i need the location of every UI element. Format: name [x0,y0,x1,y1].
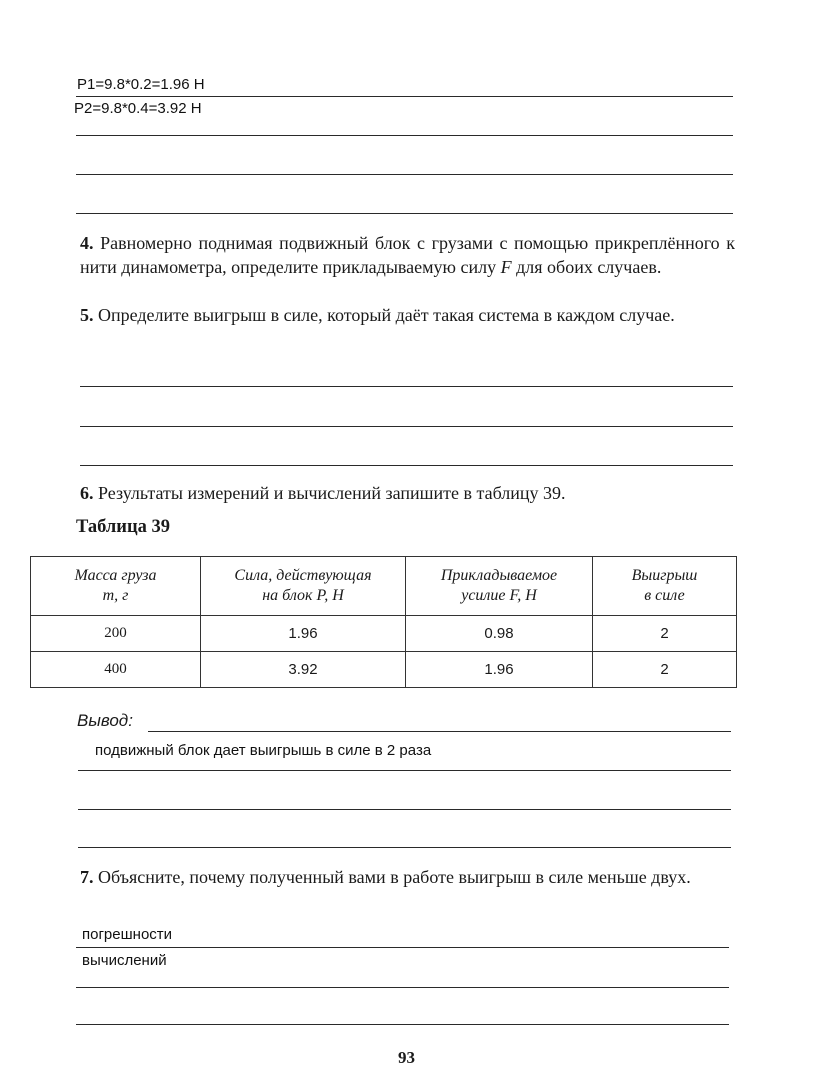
task-4-text-end: для обоих случаев. [511,256,662,277]
task-4-symbol: F [500,256,512,277]
conclusion-answer: подвижный блок дает выигрышь в силе в 2 раза [95,742,432,759]
task-6-number: 6. [80,483,94,503]
cell-force-on-block: 1.96 [201,616,406,652]
cell-gain: 2 [593,652,737,688]
answer-line [76,135,733,136]
table-header-row [31,557,737,616]
task-6-text: Результаты измерений и вычислений запишите в таблицу 39. [98,483,566,503]
task-7-text: Объясните, почему полученный вами в работе выигрыш в силе меньше двух. [98,867,691,887]
answer-line [78,809,731,810]
answer-line [76,947,729,948]
answer-line [76,96,733,97]
task-5 [80,304,735,328]
cell-applied-force: 0.98 [406,616,593,652]
answer-line [80,386,733,387]
answer-line [76,1024,729,1025]
table-row [31,616,737,652]
task-7 [80,866,735,890]
task-4-text: Равномерно поднимая подвижный блок с грузами с помощью прикреплённого к нити динамометра, определите прикладываемую силу [80,233,736,277]
cell-gain: 2 [593,616,737,652]
answer-p1: P1=9.8*0.2=1.96 Н [77,76,205,93]
answer-line [78,770,731,771]
answer-line [76,174,733,175]
task-7-answer-2: вычислений [82,952,167,969]
table-title: Таблица 39 [76,517,170,537]
cell-mass: 400 [31,652,201,688]
results-table [30,556,737,688]
task-7-number: 7. [80,867,94,887]
answer-line [76,987,729,988]
task-5-number: 5. [80,305,94,325]
cell-mass: 200 [31,616,201,652]
answer-line [76,213,733,214]
answer-line [148,731,731,732]
answer-line [78,847,731,848]
header-applied-force: Прикладываемое усилие F, Н [406,557,593,616]
table-row [31,652,737,688]
task-4-number: 4. [80,233,94,253]
cell-force-on-block: 3.92 [201,652,406,688]
task-5-text: Определите выигрыш в силе, который даёт такая система в каждом случае. [98,305,675,325]
cell-applied-force: 1.96 [406,652,593,688]
task-7-answer-1: погрешности [82,926,173,943]
task-4 [80,232,735,279]
answer-p2: P2=9.8*0.4=3.92 Н [74,100,202,117]
task-6 [80,482,735,506]
header-gain: Выигрыш в силе [593,557,737,616]
conclusion-label: Вывод: [77,711,133,730]
page-number: 93 [398,1048,415,1067]
answer-line [80,426,733,427]
answer-line [80,465,733,466]
header-force-on-block: Сила, действующая на блок P, Н [201,557,406,616]
header-mass: Масса груза m, г [31,557,201,616]
